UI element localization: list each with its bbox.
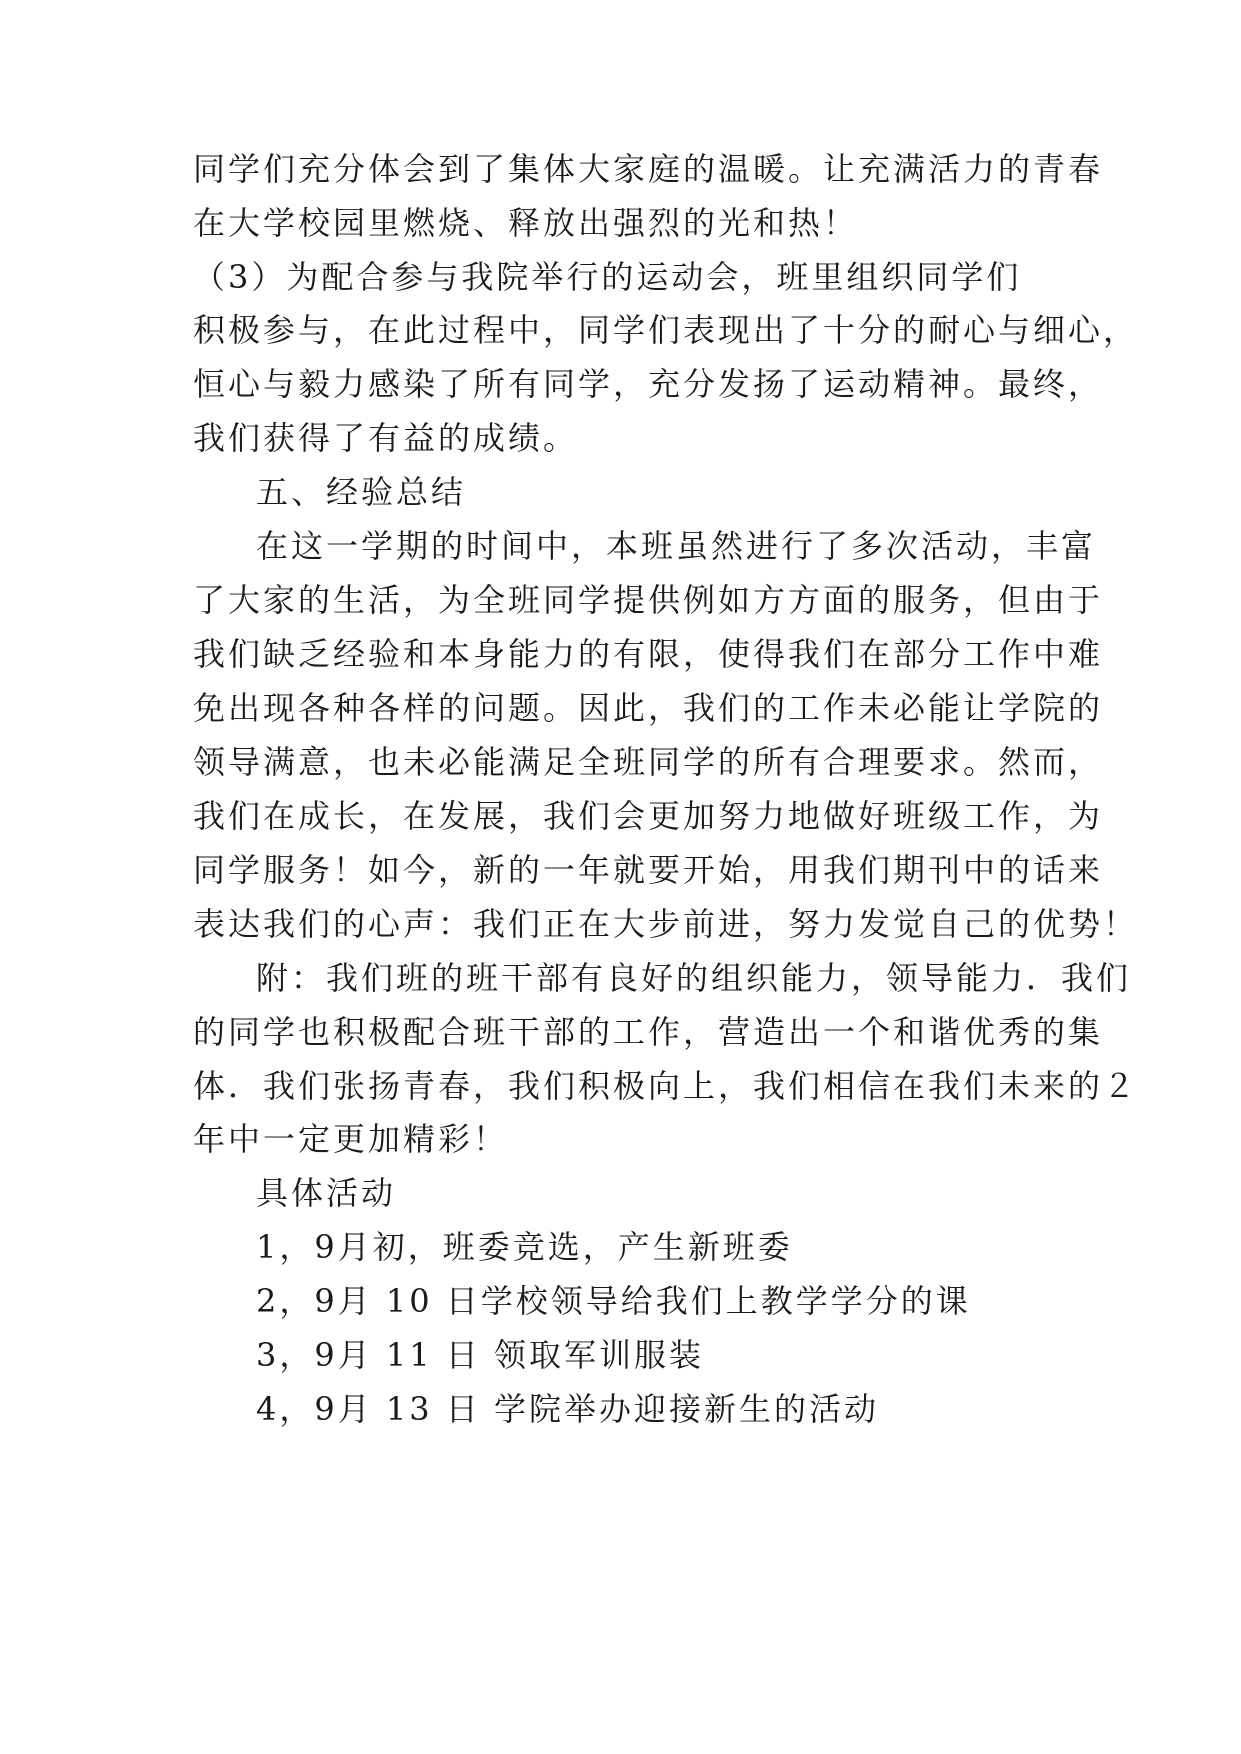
activity-item: 1，9月初，班委竞选，产生新班委 xyxy=(256,1228,793,1266)
text-line: 了大家的生活，为全班同学提供例如方方面的服务，但由于 xyxy=(193,581,1104,619)
text-line: 同学们充分体会到了集体大家庭的温暖。让充满活力的青春 xyxy=(193,150,1104,188)
text-line: 免出现各种各样的问题。因此，我们的工作未必能让学院的 xyxy=(193,689,1104,727)
text-line: 表达我们的心声：我们正在大步前进，努力发觉自己的优势！ xyxy=(193,905,1139,943)
text-line: 在大学校园里燃烧、释放出强烈的光和热！ xyxy=(193,204,859,242)
appendix-start: 附：我们班的班干部有良好的组织能力，领导能力．我们 xyxy=(256,959,1132,997)
text-line: 体．我们张扬青春，我们积极向上，我们相信在我们未来的２ xyxy=(193,1067,1139,1105)
text-line: 年中一定更加精彩！ xyxy=(193,1120,509,1158)
text-line: 积极参与，在此过程中，同学们表现出了十分的耐心与细心， xyxy=(193,311,1139,349)
activity-item: 3，9月 11 日 领取军训服装 xyxy=(256,1336,704,1374)
text-line: 我们在成长，在发展，我们会更加努力地做好班级工作，为 xyxy=(193,797,1104,835)
activity-item: 4，9月 13 日 学院举办迎接新生的活动 xyxy=(256,1390,879,1428)
activities-heading: 具体活动 xyxy=(256,1174,397,1212)
text-line: 同学服务！如今，新的一年就要开始，用我们期刊中的话来 xyxy=(193,851,1104,889)
text-line: 我们获得了有益的成绩。 xyxy=(193,419,579,457)
paragraph-3-start: （3）为配合参与我院举行的运动会，班里组织同学们 xyxy=(193,258,1022,296)
text-line: 领导满意，也未必能满足全班同学的所有合理要求。然而， xyxy=(193,743,1104,781)
activity-item: 2，9月 10 日学校领导给我们上教学学分的课 xyxy=(256,1282,971,1320)
text-line: 的同学也积极配合班干部的工作，营造出一个和谐优秀的集 xyxy=(193,1013,1104,1051)
text-line: 我们缺乏经验和本身能力的有限，使得我们在部分工作中难 xyxy=(193,635,1104,673)
section-heading: 五、经验总结 xyxy=(256,473,467,511)
paragraph-summary-start: 在这一学期的时间中，本班虽然进行了多次活动，丰富 xyxy=(256,527,1097,565)
text-line: 恒心与毅力感染了所有同学，充分发扬了运动精神。最终， xyxy=(193,365,1104,403)
